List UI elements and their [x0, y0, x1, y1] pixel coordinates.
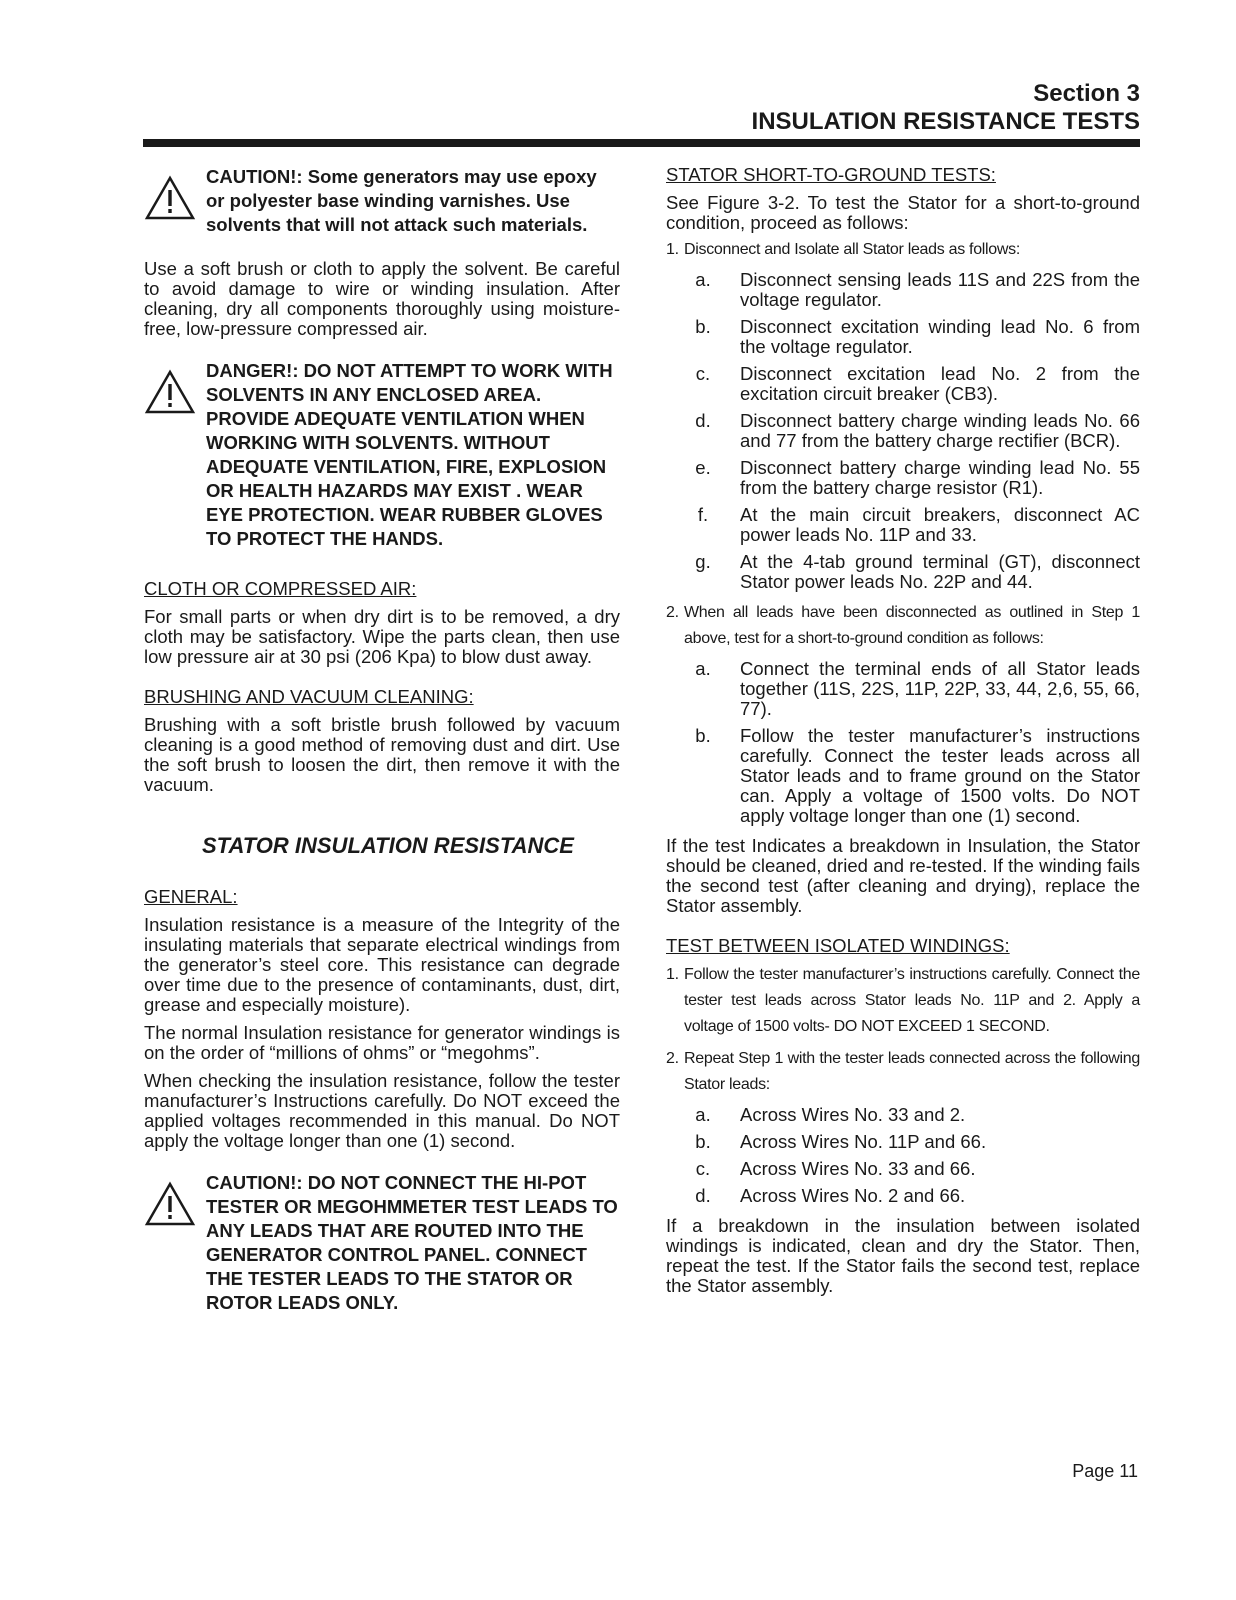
list-item: a. Across Wires No. 33 and 2. — [695, 1104, 966, 1125]
iso-step-2-list — [666, 1105, 1140, 1206]
iso-step-2: 2. Repeat Step 1 with the tester leads connected across the following Stator leads: — [666, 1050, 1140, 1093]
list-item: f. At the main circuit breakers, disconnect AC power leads No. 11P and 33. — [697, 504, 1140, 545]
general-paragraph-3: When checking the insulation resistance, follow the tester manufacturer’s Instructions carefully. Do NOT exceed the applied voltages recommended in this manual. Do NOT apply the voltage longer than one (1) second. — [144, 1070, 620, 1151]
list-item: d. Across Wires No. 2 and 66. — [695, 1185, 966, 1206]
list-item: b. Across Wires No. 11P and 66. — [695, 1131, 987, 1152]
cloth-heading: CLOTH OR COMPRESSED AIR: — [144, 578, 417, 599]
step-1-list — [666, 270, 1140, 592]
caution-hipot — [144, 1171, 620, 1315]
caution-epoxy — [144, 165, 620, 237]
danger-solvents-text: DANGER!: DO NOT ATTEMPT TO WORK WITH SOLVENTS IN ANY ENCLOSED AREA. PROVIDE ADEQUATE VENTILATION WHEN WORKING WITH SOLVENTS. WITHOUT ADEQUATE VENTILATION, FIRE, EXPLOSION OR HEALTH HAZARDS MAY EXIST . WEAR EYE PROTECTION. WEAR RUBBER GLOVES TO PROTECT THE HANDS. — [206, 360, 613, 549]
general-paragraph-2: The normal Insulation resistance for generator windings is on the order of “millions of ohms” or “megohms”. — [144, 1022, 620, 1063]
solvent-paragraph: Use a soft brush or cloth to apply the solvent. Be careful to avoid damage to wire or winding insulation. After cleaning, dry all components thoroughly using moisture-free, low-pressure compressed air. — [144, 258, 620, 339]
list-item: b. Disconnect excitation winding lead No. 6 from the voltage regulator. — [695, 316, 1140, 357]
brushing-paragraph: Brushing with a soft bristle brush followed by vacuum cleaning is a good method of removing dust and dirt. Use the soft brush to loosen the dirt, then remove it with the vacuum. — [144, 714, 620, 795]
page-number: Page 11 — [1072, 1461, 1138, 1481]
step-1: 1. Disconnect and Isolate all Stator leads as follows: — [666, 241, 1020, 258]
left-column — [144, 165, 620, 1315]
general-paragraph-1: Insulation resistance is a measure of the Integrity of the insulating materials that separate electrical windings from the generator’s steel core. This resistance can degrade over time due to the presence of contaminants, dust, dirt, grease and especially moisture). — [144, 914, 620, 1015]
caution-epoxy-text: CAUTION!: Some generators may use epoxy or polyester base winding varnishes. Use solvents that will not attack such materials. — [206, 166, 597, 235]
stator-insulation-heading: STATOR INSULATION RESISTANCE — [202, 833, 574, 858]
list-item: c. Disconnect excitation lead No. 2 from the excitation circuit breaker (CB3). — [695, 363, 1140, 404]
warning-triangle-icon — [144, 1181, 196, 1227]
short-to-ground-intro: See Figure 3-2. To test the Stator for a short-to-ground condition, proceed as follows: — [666, 192, 1140, 233]
isolated-windings-heading: TEST BETWEEN ISOLATED WINDINGS: — [666, 935, 1010, 956]
list-item: g. At the 4-tab ground terminal (GT), disconnect Stator power leads No. 22P and 44. — [695, 551, 1140, 592]
danger-solvents — [144, 359, 620, 551]
list-item: d. Disconnect battery charge winding leads No. 66 and 77 from the battery charge rectifier (BCR). — [695, 410, 1140, 451]
list-item: b. Follow the tester manufacturer’s instructions carefully. Connect the tester leads across all Stator leads and to frame ground on the Stator can. Apply a voltage of 1500 volts. Do NOT apply voltage longer than one (1) second. — [695, 725, 1140, 826]
list-item: e. Disconnect battery charge winding lead No. 55 from the battery charge resistor (R1). — [695, 457, 1140, 498]
list-item: c. Across Wires No. 33 and 66. — [695, 1158, 976, 1179]
warning-triangle-icon — [144, 369, 196, 415]
header-rule — [143, 139, 1140, 147]
section-number: Section 3 — [1033, 80, 1140, 107]
iso-step-1: 1. Follow the tester manufacturer’s instructions carefully. Connect the tester test leads across Stator leads No. 11P and 2. Apply a voltage of 1500 volts- DO NOT EXCEED 1 SECOND. — [666, 966, 1140, 1035]
isolated-windings-result: If a breakdown in the insulation between isolated windings is indicated, clean and dry the Stator. Then, repeat the test. If the Stator fails the second test, replace the Stator assembly. — [666, 1215, 1140, 1296]
right-column — [666, 165, 1140, 1296]
short-to-ground-result: If the test Indicates a breakdown in Insulation, the Stator should be cleaned, dried and re-tested. If the winding fails the second test (after cleaning and drying), replace the Stator assembly. — [666, 835, 1140, 916]
step-2-list — [666, 659, 1140, 826]
brushing-heading: BRUSHING AND VACUUM CLEANING: — [144, 686, 474, 707]
section-title: INSULATION RESISTANCE TESTS — [751, 108, 1140, 135]
short-to-ground-heading: STATOR SHORT-TO-GROUND TESTS: — [666, 164, 996, 185]
cloth-paragraph: For small parts or when dry dirt is to be removed, a dry cloth may be satisfactory. Wipe the parts clean, then use low pressure air at 30 psi (206 Kpa) to blow dust away. — [144, 606, 620, 667]
list-item: a. Disconnect sensing leads 11S and 22S from the voltage regulator. — [695, 269, 1140, 310]
caution-hipot-text: CAUTION!: DO NOT CONNECT THE HI-POT TESTER OR MEGOHMMETER TEST LEADS TO ANY LEADS THAT ARE ROUTED INTO THE GENERATOR CONTROL PANEL. CONNECT THE TESTER LEADS TO THE STATOR OR ROTOR LEADS ONLY. — [206, 1172, 618, 1313]
page-header — [752, 80, 1140, 136]
warning-triangle-icon — [144, 175, 196, 221]
step-2: 2. When all leads have been disconnected as outlined in Step 1 above, test for a short-to-ground condition as follows: — [666, 604, 1140, 647]
general-heading: GENERAL: — [144, 886, 238, 907]
list-item: a. Connect the terminal ends of all Stator leads together (11S, 22S, 11P, 22P, 33, 44, 2,6, 55, 66, 77). — [695, 658, 1140, 719]
